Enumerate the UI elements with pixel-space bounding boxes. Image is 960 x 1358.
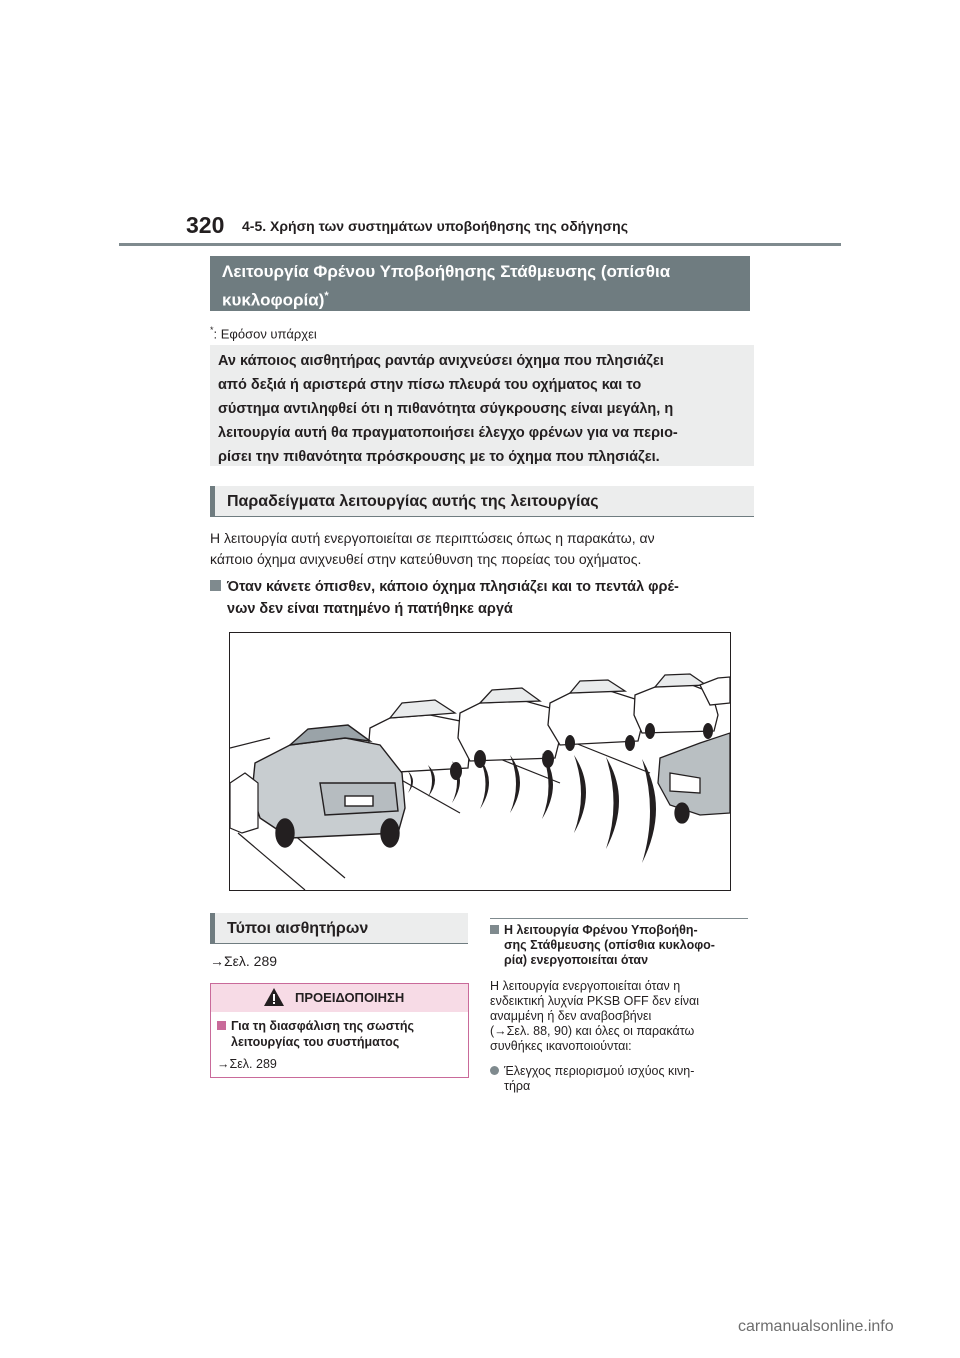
- intro-line: σύστημα αντιληφθεί ότι η πιθανότητα σύγκρουσης είναι μεγάλη, η: [218, 401, 674, 417]
- example-case-line-2: νων δεν είναι πατημένο ή πατήθηκε αργά: [227, 601, 513, 617]
- square-bullet-icon: [490, 925, 499, 934]
- activation-heading-line-3: ρία) ενεργοποιείται όταν: [504, 953, 649, 967]
- examples-subheading: Παραδείγματα λειτουργίας αυτής της λειτουργίας: [210, 486, 754, 517]
- activation-text-line: αναμμένη ή δεν αναβοσβήνει: [490, 1009, 652, 1023]
- warning-page-ref[interactable]: →Σελ. 289: [217, 1057, 277, 1071]
- examples-text-line: κάποιο όχημα ανιχνευθεί στην κατεύθυνση της πορείας του οχήματος.: [210, 551, 642, 567]
- intro-line: Αν κάποιος αισθητήρας ραντάρ ανιχνεύσει όχημα που πλησιάζει: [218, 353, 664, 369]
- example-case-text: Όταν κάνετε όπισθεν, κάποιο όχημα πλησιάζει και το πεντάλ φρέ-: [227, 579, 679, 595]
- footnote: [210, 325, 317, 341]
- sensor-types-page-ref[interactable]: →Σελ. 289: [210, 953, 278, 969]
- warning-item-line-1: [217, 1018, 414, 1034]
- warning-header: [211, 984, 468, 1012]
- parking-scene-image: [230, 633, 730, 890]
- section-title-line-2: [222, 284, 750, 313]
- warning-item: [217, 1018, 414, 1050]
- activation-condition-item: [490, 1064, 694, 1094]
- section-title-text: κυκλοφορία): [222, 290, 325, 310]
- circle-bullet-icon: [490, 1066, 499, 1075]
- activation-text-line: συνθήκες ικανοποιούνται:: [490, 1039, 632, 1053]
- examples-text: [210, 528, 655, 570]
- condition-line-2: τήρα: [504, 1079, 531, 1093]
- condition-text: Έλεγχος περιορισμού ισχύος κινη-: [504, 1064, 695, 1078]
- warning-item-text: Για τη διασφάλιση της σωστής: [231, 1019, 414, 1033]
- intro-box: [210, 345, 754, 466]
- activation-text: [490, 979, 699, 1054]
- footnote-text: : Εφόσον υπάρχει: [213, 326, 317, 342]
- intro-line: λειτουργία αυτή θα πραγματοποιήσει έλεγχο φρένων για να περιο-: [218, 425, 678, 441]
- intro-line: ρίσει την πιθανότητα πρόσκρουσης με το όχημα που πλησιάζει.: [218, 449, 660, 465]
- warning-box: [210, 983, 469, 1078]
- condition-line-1: [490, 1064, 694, 1079]
- watermark: carmanualsonline.info: [738, 1318, 894, 1335]
- activation-heading-line-2: σης Στάθμευσης (οπίσθια κυκλοφο-: [504, 938, 715, 952]
- sensor-types-subheading: Τύποι αισθητήρων: [210, 913, 468, 944]
- square-bullet-icon: [210, 580, 221, 591]
- intro-line: από δεξιά ή αριστερά στην πίσω πλευρά του οχήματος και το: [218, 377, 642, 393]
- activation-heading: [490, 923, 715, 968]
- warning-item-line-2: λειτουργίας του συστήματος: [231, 1035, 400, 1049]
- examples-text-line: Η λειτουργία αυτή ενεργοποιείται σε περιπτώσεις όπως η παρακάτω, αν: [210, 530, 655, 546]
- activation-text-line: Η λειτουργία ενεργοποιείται όταν η: [490, 979, 681, 993]
- section-title-line-1: Λειτουργία Φρένου Υποβοήθησης Στάθμευσης (οπίσθια: [222, 262, 671, 281]
- activation-text-line: ενδεικτική λυχνία PKSB OFF δεν είναι: [490, 994, 699, 1008]
- activation-heading-line-1: [490, 923, 715, 938]
- activation-heading-text: Η λειτουργία Φρένου Υποβοήθη-: [504, 923, 698, 937]
- parking-illustration: [229, 632, 731, 891]
- warning-triangle-icon: [263, 987, 285, 1007]
- square-bullet-icon: [217, 1021, 226, 1030]
- chapter-title: 4-5. Χρήση των συστημάτων υποβοήθησης της οδήγησης: [242, 218, 628, 234]
- header-rule: [119, 243, 841, 246]
- warning-label: ΠΡΟΕΙΔΟΠΟΙΗΣΗ: [295, 990, 405, 1005]
- activation-text-line: (→Σελ. 88, 90) και όλες οι παρακάτω: [490, 1024, 695, 1038]
- example-case-line-1: [210, 576, 679, 598]
- right-column-rule: [490, 918, 748, 919]
- footnote-asterisk: *: [210, 325, 214, 335]
- section-title: [210, 256, 750, 311]
- page-number: 320: [186, 212, 225, 238]
- footnote-mark: *: [324, 290, 329, 302]
- example-case-heading: [210, 576, 679, 620]
